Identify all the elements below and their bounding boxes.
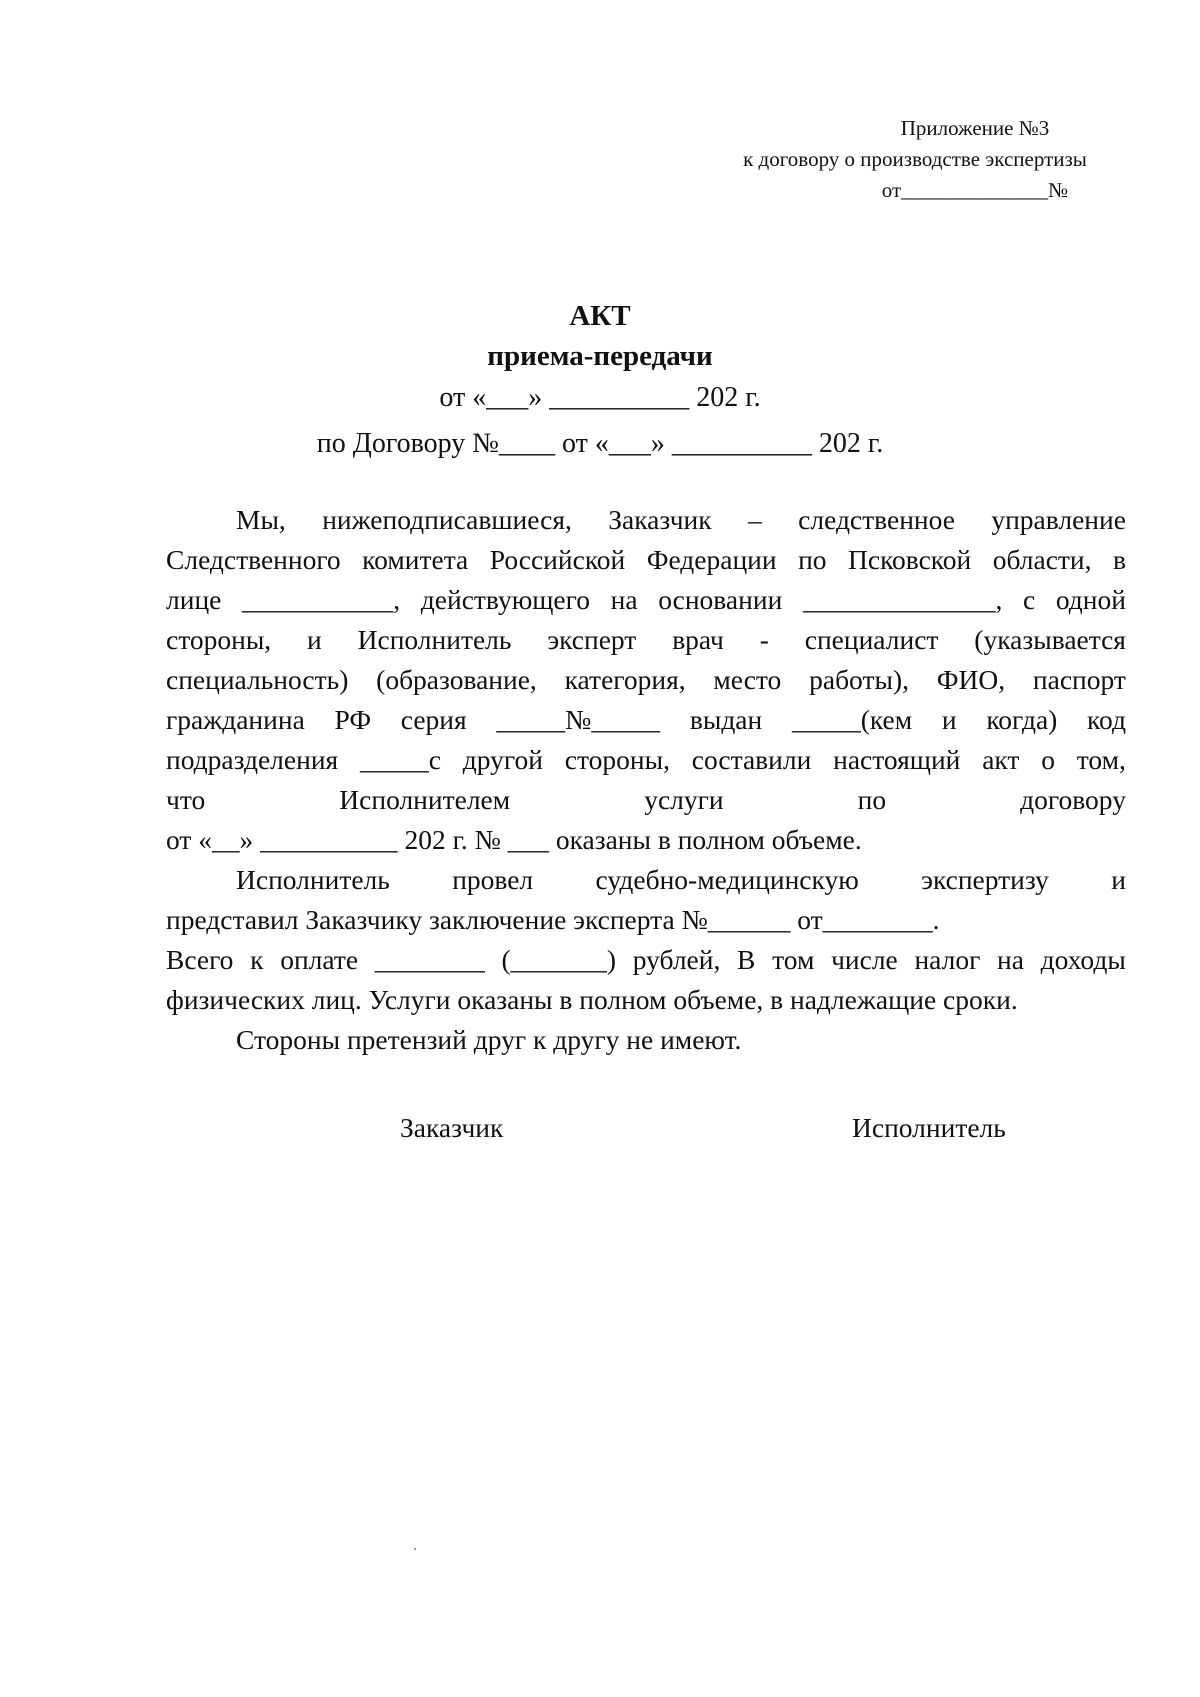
word: стороны,: [564, 744, 670, 775]
paragraph-parties-last-line: от «__» __________ 202 г. № ___ оказаны в полном объеме.: [166, 824, 862, 855]
justified-line: [166, 660, 1126, 700]
paragraph-parties: [166, 500, 1126, 820]
paragraph-payment-last-line: физических лиц. Услуги оказаны в полном объеме, в надлежащие сроки.: [166, 984, 1018, 1015]
signature-executor: Исполнитель: [852, 1112, 1006, 1143]
word: на: [997, 944, 1024, 975]
justified-line: [166, 940, 1126, 980]
justified-line: [166, 860, 1126, 900]
justified-line: [166, 700, 1126, 740]
justified-line: [166, 580, 1126, 620]
word: Исполнитель: [357, 624, 512, 655]
word: комитета: [362, 544, 469, 575]
word: выдан: [689, 704, 763, 735]
word: ________: [374, 944, 485, 975]
word: ______________,: [802, 584, 1003, 615]
paragraph-expertise: [166, 860, 1126, 900]
document-title: [0, 296, 1200, 464]
word: другой: [462, 744, 543, 775]
word: стороны,: [166, 624, 272, 655]
word: Исполнителем: [339, 784, 511, 815]
signature-customer: Заказчик: [400, 1112, 504, 1143]
word: налог: [914, 944, 981, 975]
word: рублей,: [632, 944, 721, 975]
word: (указывается: [974, 624, 1126, 655]
word: -: [759, 624, 769, 655]
appendix-contract-ref: к договору о производстве экспертизы: [743, 147, 1087, 171]
title-date: от «___» __________ 202 г.: [439, 382, 761, 413]
word: врач: [672, 624, 724, 655]
word: настоящий: [833, 744, 961, 775]
justified-line: [166, 780, 1126, 820]
word: экспертизу: [921, 864, 1049, 895]
word: акт: [982, 744, 1020, 775]
word: управление: [991, 504, 1126, 535]
word: _____№_____: [496, 704, 661, 735]
word: ___________,: [242, 584, 401, 615]
word: числе: [831, 944, 898, 975]
word: одной: [1055, 584, 1126, 615]
word: специалист: [804, 624, 939, 655]
title-subtitle: приема-передачи: [487, 340, 713, 372]
act-body: [166, 500, 1126, 1060]
paragraph-payment: [166, 940, 1126, 980]
title-contract: по Договору №____ от «___» __________ 202 г.: [316, 428, 884, 459]
word: Исполнитель: [236, 864, 390, 895]
word: работы),: [809, 664, 909, 695]
word: области,: [992, 544, 1092, 575]
word: Псковской: [848, 544, 972, 575]
word: Следственного: [166, 544, 341, 575]
word: код: [1087, 704, 1126, 735]
justified-line: [166, 540, 1126, 580]
word: ФИО,: [936, 664, 1006, 695]
word: действующего: [420, 584, 590, 615]
word: по: [798, 544, 827, 575]
word: оплате: [280, 944, 359, 975]
word: (_______): [501, 944, 617, 975]
word: в: [1113, 544, 1126, 575]
word: место: [713, 664, 782, 695]
word: (образование,: [376, 664, 537, 695]
word: категория,: [564, 664, 686, 695]
word: _____с: [360, 744, 441, 775]
word: подразделения: [166, 744, 339, 775]
justified-line: [166, 620, 1126, 660]
word: что: [166, 784, 206, 815]
word: на: [610, 584, 638, 615]
word: специальность): [166, 664, 349, 695]
word: Всего: [166, 944, 234, 975]
word: В: [737, 944, 756, 975]
word: с: [1022, 584, 1036, 615]
appendix-date-number: от______________№: [881, 178, 1069, 202]
word: Заказчик: [608, 504, 712, 535]
word: доходы: [1040, 944, 1126, 975]
paragraph-no-claims: Стороны претензий друг к другу не имеют.: [236, 1024, 742, 1055]
appendix-header: [715, 113, 1115, 206]
word: нижеподписавшиеся,: [322, 504, 572, 535]
word: _____(кем: [791, 704, 913, 735]
word: эксперт: [547, 624, 637, 655]
word: когда): [986, 704, 1058, 735]
word: по: [857, 784, 887, 815]
word: том,: [1076, 744, 1126, 775]
word: и: [307, 624, 322, 655]
word: основании: [658, 584, 783, 615]
word: договору: [1020, 784, 1126, 815]
word: Российской: [489, 544, 626, 575]
appendix-number: Приложение №3: [900, 116, 1050, 140]
word: том: [772, 944, 815, 975]
word: –: [748, 504, 762, 535]
word: провел: [452, 864, 534, 895]
word: услуги: [644, 784, 724, 815]
word: и: [941, 704, 957, 735]
word: Федерации: [646, 544, 777, 575]
word: следственное: [798, 504, 955, 535]
word: о: [1041, 744, 1055, 775]
word: лице: [166, 584, 222, 615]
word: гражданина: [166, 704, 305, 735]
justified-line: [166, 500, 1126, 540]
justified-line: [166, 740, 1126, 780]
word: судебно-медицинскую: [595, 864, 859, 895]
word: составили: [691, 744, 812, 775]
scan-speck: [414, 1548, 416, 1550]
word: паспорт: [1032, 664, 1126, 695]
word: к: [250, 944, 264, 975]
paragraph-expertise-last-line: представил Заказчику заключение эксперта №______ от________.: [166, 904, 940, 935]
word: серия: [400, 704, 467, 735]
word: и: [1111, 864, 1126, 895]
word: Мы,: [236, 504, 286, 535]
title-act: АКТ: [569, 300, 631, 332]
word: РФ: [334, 704, 372, 735]
